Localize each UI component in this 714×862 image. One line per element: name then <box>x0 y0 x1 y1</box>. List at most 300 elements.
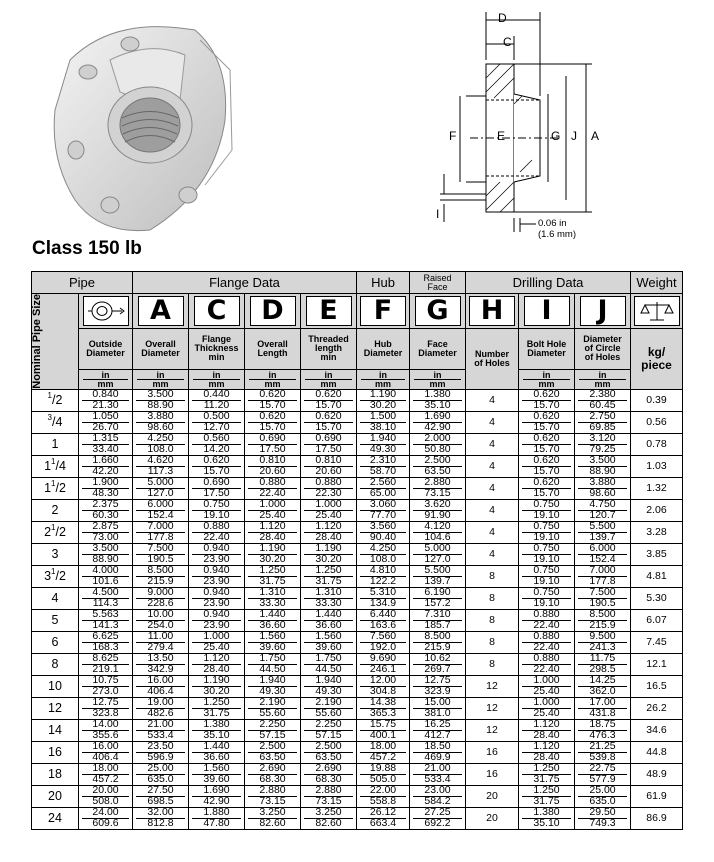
dim-label-d: D <box>498 11 507 25</box>
cell-J: 14.25 362.0 <box>575 675 631 697</box>
cell-od: 0.840 21.30 <box>79 389 133 411</box>
nps-cell: 14 <box>32 719 79 741</box>
cell-G: 10.62 269.7 <box>410 653 466 675</box>
letter-e: E <box>306 296 352 326</box>
cell-J: 17.00 431.8 <box>575 697 631 719</box>
nps-cell: $3^1/2$ <box>32 565 79 587</box>
cell-C: 1.190 30.20 <box>189 675 245 697</box>
scale-icon-cell <box>631 294 683 329</box>
cell-H: 20 <box>466 785 519 807</box>
cell-J: 9.500 241.3 <box>575 631 631 653</box>
unit-I: in mm <box>519 369 575 389</box>
cell-A: 3.500 88.90 <box>133 389 189 411</box>
cell-G: 6.190 157.2 <box>410 587 466 609</box>
cell-E: 2.690 68.30 <box>301 763 357 785</box>
cell-J: 21.25 539.8 <box>575 741 631 763</box>
cell-E: 1.750 44.50 <box>301 653 357 675</box>
cell-F: 3.060 77.70 <box>357 499 410 521</box>
dim-label-e: E <box>497 129 506 143</box>
cell-od: 1.660 42.20 <box>79 455 133 477</box>
cell-A: 19.00 482.6 <box>133 697 189 719</box>
table-row <box>32 741 683 763</box>
cell-od: 4.000 101.6 <box>79 565 133 587</box>
cell-C: 0.560 14.20 <box>189 433 245 455</box>
cell-D: 0.810 20.60 <box>245 455 301 477</box>
cell-I: 0.880 22.40 <box>519 609 575 631</box>
cell-G: 21.00 533.4 <box>410 763 466 785</box>
cell-H: 8 <box>466 565 519 587</box>
cell-kg: 4.81 <box>631 565 683 587</box>
cell-C: 0.500 12.70 <box>189 411 245 433</box>
cell-J: 5.500 139.7 <box>575 521 631 543</box>
nps-cell: 20 <box>32 785 79 807</box>
nps-header: Nominal Pipe Size <box>32 294 79 390</box>
page-title: Class 150 lb <box>32 238 142 259</box>
cell-D: 1.750 44.50 <box>245 653 301 675</box>
cell-A: 10.00 254.0 <box>133 609 189 631</box>
cell-od: 16.00 406.4 <box>79 741 133 763</box>
cell-I: 1.120 28.40 <box>519 719 575 741</box>
sub-threaded-length: Threaded length min <box>301 329 357 370</box>
letter-a: A <box>138 296 184 326</box>
cell-F: 4.250 108.0 <box>357 543 410 565</box>
cell-I: 1.120 28.40 <box>519 741 575 763</box>
cell-F: 4.810 122.2 <box>357 565 410 587</box>
cell-F: 12.00 304.8 <box>357 675 410 697</box>
table-row <box>32 609 683 631</box>
cell-kg: 1.03 <box>631 455 683 477</box>
cell-A: 6.000 152.4 <box>133 499 189 521</box>
cell-E: 2.190 55.60 <box>301 697 357 719</box>
table-row <box>32 455 683 477</box>
cell-F: 5.310 134.9 <box>357 587 410 609</box>
cell-od: 20.00 508.0 <box>79 785 133 807</box>
nps-cell: $1^1/2$ <box>32 477 79 499</box>
cell-C: 0.940 23.90 <box>189 565 245 587</box>
table-row <box>32 477 683 499</box>
cell-kg: 12.1 <box>631 653 683 675</box>
cell-A: 27.50 698.5 <box>133 785 189 807</box>
cell-I: 1.380 35.10 <box>519 807 575 829</box>
nps-cell: 18 <box>32 763 79 785</box>
letter-i: I <box>524 296 570 326</box>
cell-C: 1.120 28.40 <box>189 653 245 675</box>
nps-cell: 24 <box>32 807 79 829</box>
cell-kg: 3.28 <box>631 521 683 543</box>
cell-D: 1.120 28.40 <box>245 521 301 543</box>
nps-cell: $1^1/4$ <box>32 455 79 477</box>
cell-D: 2.690 68.30 <box>245 763 301 785</box>
cell-I: 0.880 22.40 <box>519 631 575 653</box>
cell-H: 8 <box>466 631 519 653</box>
cell-od: 2.375 60.30 <box>79 499 133 521</box>
cell-F: 2.560 65.00 <box>357 477 410 499</box>
nps-cell: 12 <box>32 697 79 719</box>
unit-F: in mm <box>357 369 410 389</box>
table-row <box>32 499 683 521</box>
cell-A: 4.620 117.3 <box>133 455 189 477</box>
cell-I: 0.750 19.10 <box>519 543 575 565</box>
cell-F: 3.560 90.40 <box>357 521 410 543</box>
cell-F: 7.560 192.0 <box>357 631 410 653</box>
dim-label-i: I <box>436 207 440 221</box>
cell-F: 15.75 400.1 <box>357 719 410 741</box>
cell-H: 4 <box>466 455 519 477</box>
sub-overall-diameter: Overall Diameter <box>133 329 189 370</box>
letter-f: F <box>360 296 406 326</box>
cell-J: 7.000 177.8 <box>575 565 631 587</box>
table-row <box>32 411 683 433</box>
cell-G: 27.25 692.2 <box>410 807 466 829</box>
dim-label-a: A <box>591 129 600 143</box>
sub-overall-length: Overall Length <box>245 329 301 370</box>
raised-face-note-in: 0.06 in <box>538 218 567 229</box>
cell-H: 4 <box>466 521 519 543</box>
cell-I: 1.250 31.75 <box>519 785 575 807</box>
cell-E: 3.250 82.60 <box>301 807 357 829</box>
cell-C: 1.000 25.40 <box>189 631 245 653</box>
cell-J: 4.750 120.7 <box>575 499 631 521</box>
cell-G: 3.620 91.90 <box>410 499 466 521</box>
cell-J: 3.120 79.25 <box>575 433 631 455</box>
table-row <box>32 631 683 653</box>
cell-D: 1.560 39.60 <box>245 631 301 653</box>
cell-J: 11.75 298.5 <box>575 653 631 675</box>
cell-kg: 7.45 <box>631 631 683 653</box>
table-row <box>32 807 683 829</box>
dim-label-j: J <box>571 129 577 143</box>
cell-kg: 5.30 <box>631 587 683 609</box>
cell-C: 1.880 47.80 <box>189 807 245 829</box>
cell-C: 1.440 36.60 <box>189 741 245 763</box>
group-flange-data: Flange Data <box>133 272 357 294</box>
unit-od: in mm <box>79 369 133 389</box>
nps-cell: $2^1/2$ <box>32 521 79 543</box>
group-raised-face: Raised Face <box>410 272 466 294</box>
group-drilling-data: Drilling Data <box>466 272 631 294</box>
cell-A: 7.500 190.5 <box>133 543 189 565</box>
cell-J: 3.500 88.90 <box>575 455 631 477</box>
table-row <box>32 719 683 741</box>
cell-F: 26.12 663.4 <box>357 807 410 829</box>
cell-od: 1.050 26.70 <box>79 411 133 433</box>
cell-E: 0.690 17.50 <box>301 433 357 455</box>
nps-cell: 10 <box>32 675 79 697</box>
cell-C: 0.440 11.20 <box>189 389 245 411</box>
cell-E: 1.310 33.30 <box>301 587 357 609</box>
cell-kg: 44.8 <box>631 741 683 763</box>
cell-od: 1.900 48.30 <box>79 477 133 499</box>
cell-E: 2.500 63.50 <box>301 741 357 763</box>
cell-F: 19.88 505.0 <box>357 763 410 785</box>
cell-I: 0.620 15.70 <box>519 389 575 411</box>
cell-A: 25.00 635.0 <box>133 763 189 785</box>
cell-kg: 86.9 <box>631 807 683 829</box>
cell-G: 5.000 127.0 <box>410 543 466 565</box>
nps-cell: 2 <box>32 499 79 521</box>
balance-scale-icon <box>634 296 680 326</box>
cell-kg: 34.6 <box>631 719 683 741</box>
unit-C: in mm <box>189 369 245 389</box>
cell-D: 2.250 57.15 <box>245 719 301 741</box>
cell-E: 1.250 31.75 <box>301 565 357 587</box>
cell-H: 4 <box>466 543 519 565</box>
cell-H: 4 <box>466 411 519 433</box>
letter-g: G <box>415 296 461 326</box>
cell-J: 2.750 69.85 <box>575 411 631 433</box>
table-row <box>32 433 683 455</box>
nps-cell: 6 <box>32 631 79 653</box>
cell-D: 0.880 22.40 <box>245 477 301 499</box>
cell-G: 23.00 584.2 <box>410 785 466 807</box>
cell-kg: 26.2 <box>631 697 683 719</box>
sub-flange-thickness: Flange Thickness min <box>189 329 245 370</box>
cell-I: 0.750 19.10 <box>519 587 575 609</box>
cell-A: 9.000 228.6 <box>133 587 189 609</box>
cell-G: 8.500 215.9 <box>410 631 466 653</box>
cell-J: 29.50 749.3 <box>575 807 631 829</box>
unit-G: in mm <box>410 369 466 389</box>
cell-E: 0.880 22.30 <box>301 477 357 499</box>
cell-I: 0.750 19.10 <box>519 499 575 521</box>
cell-I: 0.880 22.40 <box>519 653 575 675</box>
nps-cell: 5 <box>32 609 79 631</box>
cell-E: 1.000 25.40 <box>301 499 357 521</box>
cell-kg: 2.06 <box>631 499 683 521</box>
cell-od: 6.625 168.3 <box>79 631 133 653</box>
cell-E: 0.620 15.70 <box>301 389 357 411</box>
table-row <box>32 697 683 719</box>
cell-G: 1.690 42.90 <box>410 411 466 433</box>
cell-H: 4 <box>466 499 519 521</box>
cell-G: 4.120 104.6 <box>410 521 466 543</box>
cell-A: 5.000 127.0 <box>133 477 189 499</box>
cell-C: 1.560 39.60 <box>189 763 245 785</box>
cell-H: 8 <box>466 653 519 675</box>
pipe-icon <box>83 296 129 326</box>
table-row <box>32 521 683 543</box>
cell-kg: 6.07 <box>631 609 683 631</box>
letter-h: H <box>469 296 515 326</box>
cell-A: 11.00 279.4 <box>133 631 189 653</box>
table-row <box>32 653 683 675</box>
letter-c: C <box>194 296 240 326</box>
weight-unit: kg/ piece <box>631 329 683 390</box>
nps-cell: $^1$/2 <box>32 389 79 411</box>
cell-H: 4 <box>466 433 519 455</box>
sub-number-of-holes: Number of Holes <box>466 329 519 390</box>
nps-cell: 1 <box>32 433 79 455</box>
cell-H: 16 <box>466 763 519 785</box>
cell-od: 4.500 114.3 <box>79 587 133 609</box>
raised-face-note-mm: (1.6 mm) <box>538 229 576 240</box>
cell-D: 0.620 15.70 <box>245 411 301 433</box>
cell-C: 0.880 22.40 <box>189 521 245 543</box>
cell-I: 0.750 19.10 <box>519 565 575 587</box>
group-pipe: Pipe <box>32 272 133 294</box>
unit-D: in mm <box>245 369 301 389</box>
cell-F: 14.38 365.3 <box>357 697 410 719</box>
cell-E: 2.250 57.15 <box>301 719 357 741</box>
cell-E: 0.810 20.60 <box>301 455 357 477</box>
cell-J: 7.500 190.5 <box>575 587 631 609</box>
cell-J: 8.500 215.9 <box>575 609 631 631</box>
cell-D: 1.190 30.20 <box>245 543 301 565</box>
table-row <box>32 389 683 411</box>
cell-H: 16 <box>466 741 519 763</box>
cell-F: 1.500 38.10 <box>357 411 410 433</box>
cell-F: 1.190 30.20 <box>357 389 410 411</box>
cell-G: 1.380 35.10 <box>410 389 466 411</box>
cell-od: 3.500 88.90 <box>79 543 133 565</box>
cell-I: 0.620 15.70 <box>519 455 575 477</box>
cell-H: 12 <box>466 719 519 741</box>
cell-E: 0.620 15.70 <box>301 411 357 433</box>
cell-D: 1.000 25.40 <box>245 499 301 521</box>
cell-C: 0.940 23.90 <box>189 587 245 609</box>
cell-D: 0.620 15.70 <box>245 389 301 411</box>
cell-A: 16.00 406.4 <box>133 675 189 697</box>
sub-bolt-hole-diameter: Bolt Hole Diameter <box>519 329 575 370</box>
cell-F: 18.00 457.2 <box>357 741 410 763</box>
unit-E: in mm <box>301 369 357 389</box>
cell-D: 3.250 82.60 <box>245 807 301 829</box>
cell-A: 7.000 177.8 <box>133 521 189 543</box>
cell-I: 1.000 25.40 <box>519 697 575 719</box>
cell-I: 0.620 15.70 <box>519 411 575 433</box>
table-row <box>32 565 683 587</box>
cell-C: 0.750 19.10 <box>189 499 245 521</box>
cell-I: 0.750 19.10 <box>519 521 575 543</box>
cell-I: 1.250 31.75 <box>519 763 575 785</box>
cell-F: 9.690 246.1 <box>357 653 410 675</box>
cell-od: 1.315 33.40 <box>79 433 133 455</box>
cell-H: 20 <box>466 807 519 829</box>
nps-cell: 4 <box>32 587 79 609</box>
cell-D: 1.250 31.75 <box>245 565 301 587</box>
cell-G: 7.310 185.7 <box>410 609 466 631</box>
cell-kg: 1.32 <box>631 477 683 499</box>
pipe-icon-cell <box>79 294 133 329</box>
cell-I: 0.620 15.70 <box>519 477 575 499</box>
cell-F: 1.940 49.30 <box>357 433 410 455</box>
table-row <box>32 543 683 565</box>
sub-face-diameter: Face Diameter <box>410 329 466 370</box>
cell-C: 1.690 42.90 <box>189 785 245 807</box>
cell-G: 12.75 323.9 <box>410 675 466 697</box>
cell-C: 0.620 15.70 <box>189 455 245 477</box>
flange-figure <box>0 0 714 240</box>
nps-cell: 16 <box>32 741 79 763</box>
cell-F: 22.00 558.8 <box>357 785 410 807</box>
cell-G: 18.50 469.9 <box>410 741 466 763</box>
cell-C: 0.690 17.50 <box>189 477 245 499</box>
cell-H: 4 <box>466 389 519 411</box>
cell-od: 12.75 323.8 <box>79 697 133 719</box>
cell-od: 24.00 609.6 <box>79 807 133 829</box>
cell-G: 2.000 50.80 <box>410 433 466 455</box>
sub-outside-diameter: Outside Diameter <box>79 329 133 370</box>
cell-G: 2.500 63.50 <box>410 455 466 477</box>
cell-J: 2.380 60.45 <box>575 389 631 411</box>
cell-F: 6.440 163.6 <box>357 609 410 631</box>
cell-od: 5.563 141.3 <box>79 609 133 631</box>
cell-H: 12 <box>466 675 519 697</box>
cell-kg: 61.9 <box>631 785 683 807</box>
unit-A: in mm <box>133 369 189 389</box>
unit-J: in mm <box>575 369 631 389</box>
cell-kg: 0.78 <box>631 433 683 455</box>
cell-G: 15.00 381.0 <box>410 697 466 719</box>
cell-C: 1.250 31.75 <box>189 697 245 719</box>
group-weight: Weight <box>631 272 683 294</box>
cell-D: 2.190 55.60 <box>245 697 301 719</box>
cell-J: 3.880 98.60 <box>575 477 631 499</box>
cell-D: 2.500 63.50 <box>245 741 301 763</box>
cell-A: 4.250 108.0 <box>133 433 189 455</box>
cell-C: 0.940 23.90 <box>189 609 245 631</box>
cell-D: 1.440 36.60 <box>245 609 301 631</box>
cell-J: 6.000 152.4 <box>575 543 631 565</box>
table-row <box>32 675 683 697</box>
dim-label-f: F <box>449 129 457 143</box>
nps-cell: 3 <box>32 543 79 565</box>
nps-cell: 8 <box>32 653 79 675</box>
cell-F: 2.310 58.70 <box>357 455 410 477</box>
cell-H: 8 <box>466 609 519 631</box>
cell-D: 2.880 73.15 <box>245 785 301 807</box>
cell-kg: 48.9 <box>631 763 683 785</box>
cell-kg: 16.5 <box>631 675 683 697</box>
cell-kg: 0.56 <box>631 411 683 433</box>
cell-A: 32.00 812.8 <box>133 807 189 829</box>
cell-J: 18.75 476.3 <box>575 719 631 741</box>
cell-C: 1.380 35.10 <box>189 719 245 741</box>
cell-D: 1.310 33.30 <box>245 587 301 609</box>
cell-A: 13.50 342.9 <box>133 653 189 675</box>
cell-G: 16.25 412.7 <box>410 719 466 741</box>
cell-A: 3.880 98.60 <box>133 411 189 433</box>
cell-G: 2.880 73.15 <box>410 477 466 499</box>
cell-H: 8 <box>466 587 519 609</box>
letter-j: J <box>580 296 626 326</box>
group-hub: Hub <box>357 272 410 294</box>
cell-od: 2.875 73.00 <box>79 521 133 543</box>
cell-I: 0.620 15.70 <box>519 433 575 455</box>
flange-cross-section <box>440 12 592 232</box>
cell-A: 21.00 533.4 <box>133 719 189 741</box>
table-row <box>32 785 683 807</box>
flange-data-table <box>31 271 683 830</box>
table-row <box>32 587 683 609</box>
cell-D: 1.940 49.30 <box>245 675 301 697</box>
cell-J: 22.75 577.9 <box>575 763 631 785</box>
cell-E: 2.880 73.15 <box>301 785 357 807</box>
cell-E: 1.120 28.40 <box>301 521 357 543</box>
sub-hub-diameter: Hub Diameter <box>357 329 410 370</box>
dim-label-g: G <box>551 129 561 143</box>
cell-J: 25.00 635.0 <box>575 785 631 807</box>
cell-H: 12 <box>466 697 519 719</box>
table-row <box>32 763 683 785</box>
cell-kg: 0.39 <box>631 389 683 411</box>
cell-od: 10.75 273.0 <box>79 675 133 697</box>
cell-E: 1.560 39.60 <box>301 631 357 653</box>
nps-cell: $^3$/4 <box>32 411 79 433</box>
flange-3d-illustration <box>54 27 232 231</box>
cell-od: 18.00 457.2 <box>79 763 133 785</box>
cell-H: 4 <box>466 477 519 499</box>
